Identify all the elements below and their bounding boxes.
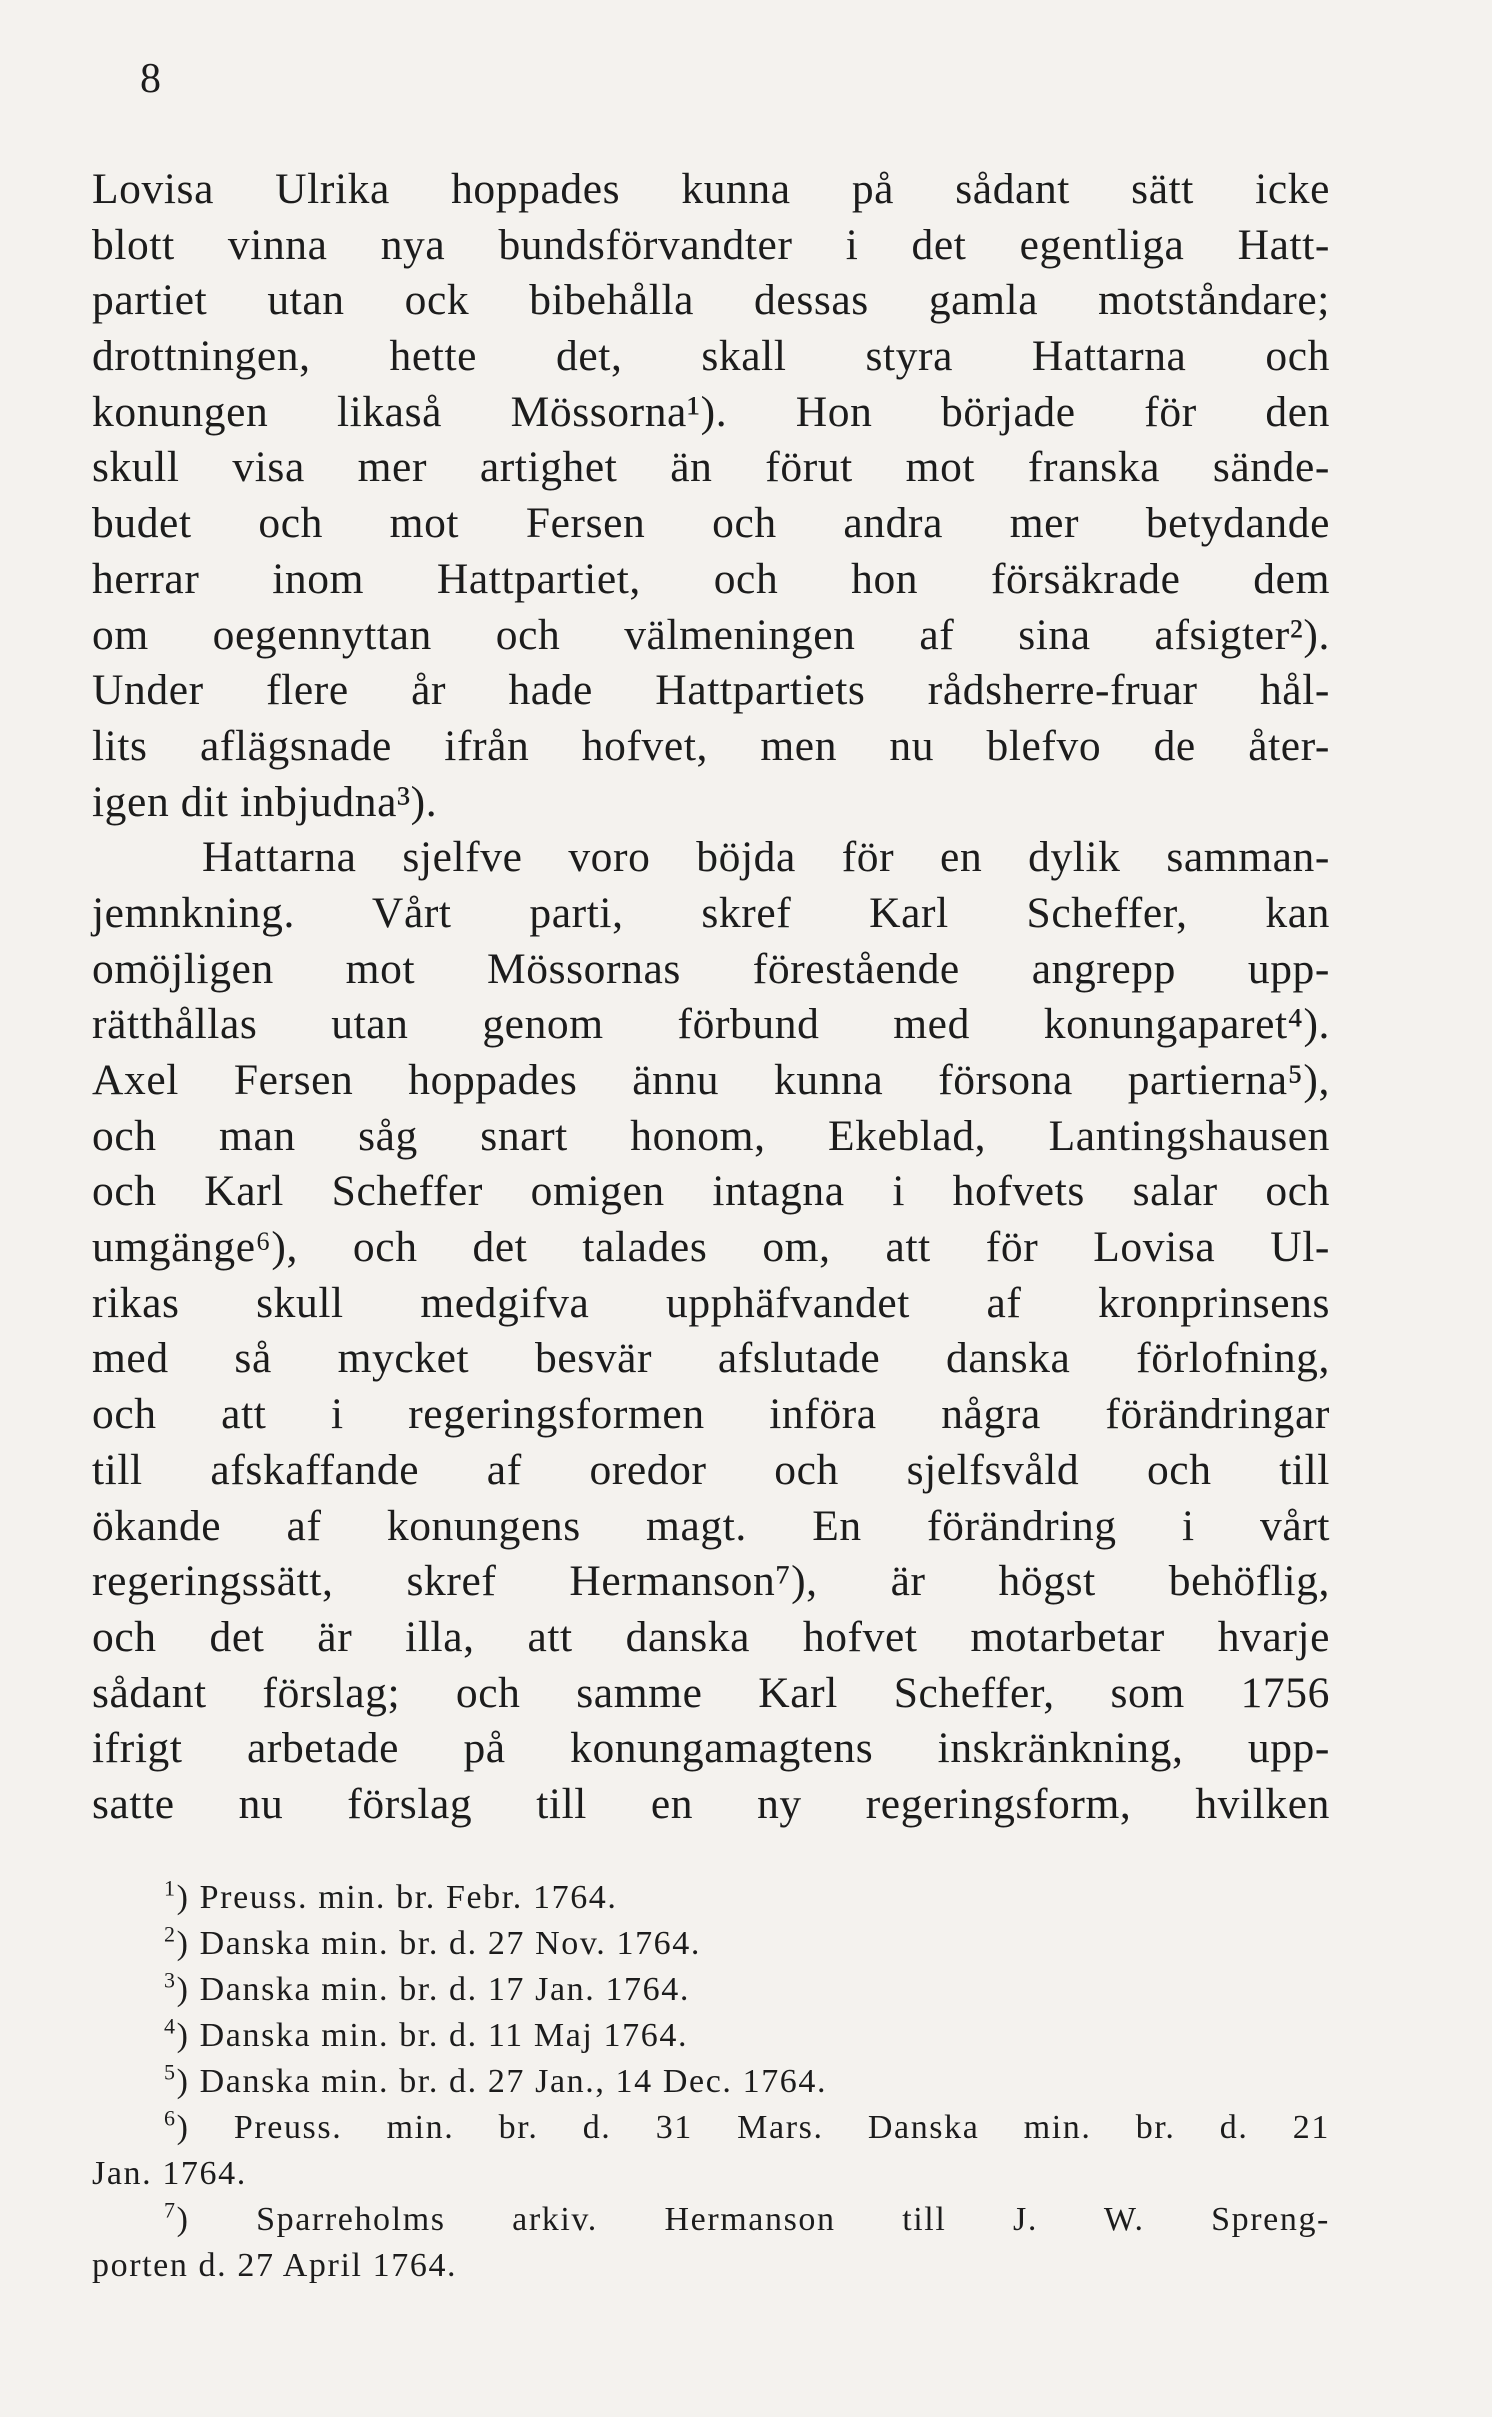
footnote-number: 5	[164, 2059, 177, 2085]
footnote	[92, 2013, 1330, 2059]
text-line: regeringssätt, skref Hermanson⁷), är högst behöflig,	[92, 1557, 1330, 1606]
footnote-number: 4	[164, 2013, 177, 2039]
text-line: till afskaffande af oredor och sjelfsvåld och till	[92, 1445, 1330, 1494]
text-line: lits aflägsnade ifrån hofvet, men nu blefvo de åter-	[92, 721, 1330, 770]
footnote	[92, 1921, 1330, 1967]
footnote-number: 6	[164, 2105, 177, 2131]
text-line: med så mycket besvär afslutade danska förlofning,	[92, 1334, 1330, 1383]
text-line: budet och mot Fersen och andra mer betydande	[92, 499, 1330, 548]
footnote-text: ) Sparreholms arkiv. Hermanson till J. W. Spreng-	[176, 2201, 1330, 2238]
text-line: konungen likaså Mössorna¹). Hon började för den	[92, 387, 1330, 436]
page-number: 8	[140, 56, 161, 102]
footnote	[92, 2151, 1330, 2197]
footnote-text: ) Danska min. br. d. 17 Jan. 1764.	[176, 1971, 690, 2008]
text-line: Lovisa Ulrika hoppades kunna på sådant sätt icke	[92, 165, 1330, 213]
text-line: och det är illa, att danska hofvet motarbetar hvarje	[92, 1612, 1330, 1661]
body-text	[92, 162, 1330, 1833]
text-line: ifrigt arbetade på konungamagtens inskränkning, upp-	[92, 1724, 1330, 1773]
text-line: jemnkning. Vårt parti, skref Karl Scheffer, kan	[92, 888, 1330, 937]
text-line: rikas skull medgifva upphäfvandet af kronprinsens	[92, 1278, 1330, 1327]
footnote-number: 1	[164, 1875, 177, 1901]
footnote	[92, 1967, 1330, 2013]
text-line: Hattarna sjelfve voro böjda för en dylik samman-	[202, 833, 1330, 882]
text-line: ökande af konungens magt. En förändring i vårt	[92, 1501, 1330, 1550]
text-line: och att i regeringsformen införa några förändringar	[92, 1390, 1330, 1439]
text-line: umgänge⁶), och det talades om, att för Lovisa Ul-	[92, 1223, 1330, 1272]
footnote	[92, 1875, 1330, 1921]
text-line: partiet utan ock bibehålla dessas gamla motståndare;	[92, 276, 1330, 325]
footnote-text: ) Preuss. min. br. d. 31 Mars. Danska min. br. d. 21	[176, 2109, 1330, 2146]
footnote-number: 2	[164, 1921, 177, 1947]
text-line: om oegennyttan och välmeningen af sina afsigter²).	[92, 610, 1330, 659]
text-line: och Karl Scheffer omigen intagna i hofvets salar och	[92, 1167, 1330, 1216]
footnote	[92, 2105, 1330, 2151]
footnote-text: porten d. 27 April 1764.	[92, 2247, 458, 2284]
text-line: Under flere år hade Hattpartiets rådsherre-fruar hål-	[92, 666, 1330, 715]
text-line: och man såg snart honom, Ekeblad, Lantingshausen	[92, 1111, 1330, 1160]
footnote-text: ) Danska min. br. d. 27 Nov. 1764.	[176, 1925, 701, 1962]
footnote-text: ) Danska min. br. d. 11 Maj 1764.	[176, 2017, 689, 2054]
footnote-number: 7	[164, 2197, 177, 2223]
footnote-text: ) Preuss. min. br. Febr. 1764.	[176, 1879, 618, 1916]
footnote	[92, 2197, 1330, 2243]
text-line: blott vinna nya bundsförvandter i det egentliga Hatt-	[92, 220, 1330, 269]
footnotes	[92, 1875, 1330, 2289]
text-line: satte nu förslag till en ny regeringsform, hvilken	[92, 1779, 1330, 1828]
footnote-text: ) Danska min. br. d. 27 Jan., 14 Dec. 1764.	[176, 2063, 828, 2100]
text-line: drottningen, hette det, skall styra Hattarna och	[92, 332, 1330, 381]
text-line: rätthållas utan genom förbund med konungaparet⁴).	[92, 1000, 1330, 1049]
text-line: herrar inom Hattpartiet, och hon försäkrade dem	[92, 554, 1330, 603]
footnote-text: Jan. 1764.	[92, 2155, 247, 2192]
footnote	[92, 2243, 1330, 2289]
text-line: Axel Fersen hoppades ännu kunna försona partierna⁵),	[92, 1056, 1330, 1104]
text-line: skull visa mer artighet än förut mot franska sände-	[92, 443, 1330, 492]
text-line: sådant förslag; och samme Karl Scheffer, som 1756	[92, 1668, 1330, 1717]
footnote-number: 3	[164, 1967, 177, 1993]
text-line: omöjligen mot Mössornas förestående angrepp upp-	[92, 944, 1330, 993]
footnote	[92, 2059, 1330, 2105]
text-line: igen dit inbjudna³).	[92, 777, 438, 826]
